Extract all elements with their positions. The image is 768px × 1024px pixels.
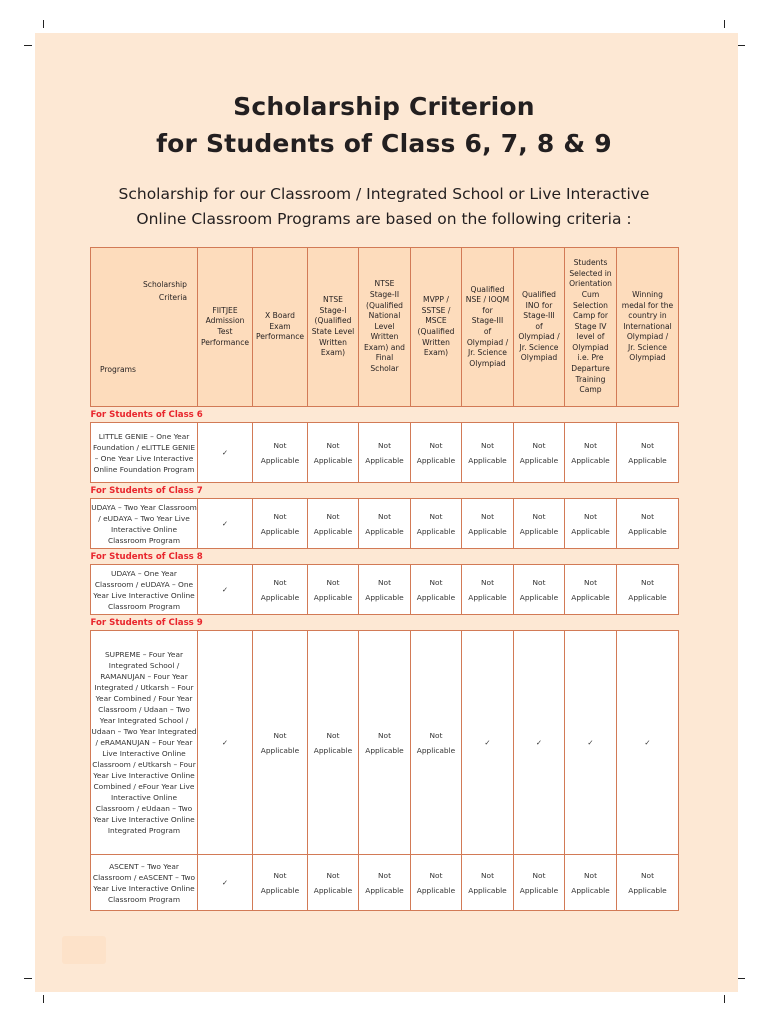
not-applicable-text: Not Applicable [365,730,404,755]
table-row [91,565,679,615]
not-applicable-cell [308,855,359,911]
crop-mark [24,45,32,46]
not-applicable-text: Not Applicable [468,577,507,602]
not-applicable-cell [411,499,462,549]
not-applicable-cell [253,855,308,911]
scholarship-table [90,247,679,911]
check-mark-cell: ✓ [198,423,253,483]
page-title: Scholarship Criterion [233,92,535,121]
not-applicable-text: Not Applicable [313,870,353,895]
not-applicable-text: Not Applicable [416,511,456,536]
column-header: Qualified NSE / IOQM for Stage-III of Olympiad / Jr. Science Olympiad [462,248,514,407]
not-applicable-cell [411,423,462,483]
not-applicable-cell [253,423,308,483]
section-heading: For Students of Class 7 [91,483,679,499]
faint-mark [62,936,106,964]
section-heading: For Students of Class 6 [91,407,679,423]
not-applicable-text: Not Applicable [519,511,559,536]
column-header: Qualified INO for Stage-III of Olympiad / Jr. Science Olympiad [514,248,565,407]
column-header: FIITJEE Admission Test Performance [198,248,253,407]
not-applicable-text: Not Applicable [260,577,300,602]
not-applicable-cell [359,423,411,483]
check-mark-cell: ✓ [514,631,565,855]
column-header: Students Selected in Orientation Cum Selection Camp for Stage IV level of Olympiad i.e. Pre Departure Training Camp [565,248,617,407]
section-heading: For Students of Class 9 [91,615,679,631]
not-applicable-cell [565,855,617,911]
not-applicable-cell [462,855,514,911]
column-header: MVPP / SSTSE / MSCE (Qualified Written Exam) [411,248,462,407]
criteria-label: Scholarship Criteria [142,280,187,302]
not-applicable-text: Not Applicable [571,511,610,536]
not-applicable-cell [462,499,514,549]
not-applicable-text: Not Applicable [365,511,404,536]
not-applicable-text: Not Applicable [365,870,404,895]
not-applicable-text: Not Applicable [365,577,404,602]
table-row [91,499,679,549]
not-applicable-text: Not Applicable [260,730,300,755]
table-row [91,855,679,911]
not-applicable-text: Not Applicable [416,577,456,602]
column-header: X Board Exam Performance [253,248,308,407]
not-applicable-cell [462,565,514,615]
not-applicable-cell [253,499,308,549]
crop-mark [724,995,725,1003]
program-cell: UDAYA – One Year Classroom / eUDAYA – One Year Live Interactive Online Classroom Program [91,565,198,615]
not-applicable-text: Not Applicable [365,440,404,465]
not-applicable-cell [514,565,565,615]
not-applicable-cell [565,565,617,615]
not-applicable-text: Not Applicable [416,870,456,895]
not-applicable-text: Not Applicable [519,577,559,602]
crop-mark [43,20,44,28]
not-applicable-text: Not Applicable [313,511,353,536]
section-heading: For Students of Class 8 [91,549,679,565]
not-applicable-cell [411,855,462,911]
not-applicable-cell [308,631,359,855]
page-subtitle: Scholarship for our Classroom / Integrated School or Live Interactive [118,185,650,203]
not-applicable-text: Not Applicable [260,870,300,895]
programs-label: Programs [100,365,136,375]
not-applicable-cell [462,423,514,483]
not-applicable-text: Not Applicable [313,440,353,465]
crop-mark [24,978,32,979]
not-applicable-text: Not Applicable [313,730,353,755]
section-heading-row [91,549,679,565]
not-applicable-cell [565,499,617,549]
table-row [91,631,679,855]
section-heading-row [91,407,679,423]
not-applicable-cell [308,499,359,549]
table-body [91,407,679,911]
program-cell: LITTLE GENIE – One Year Foundation / eLITTLE GENIE – One Year Live Interactive Online Foundation Program [91,423,198,483]
program-cell: ASCENT – Two Year Classroom / eASCENT – Two Year Live Interactive Online Classroom Program [91,855,198,911]
crop-mark [737,45,745,46]
not-applicable-text: Not Applicable [571,870,610,895]
crop-mark [737,978,745,979]
not-applicable-text: Not Applicable [468,440,507,465]
header-row [91,248,679,407]
not-applicable-text: Not Applicable [468,870,507,895]
crop-mark [724,20,725,28]
not-applicable-cell [565,423,617,483]
check-mark-cell: ✓ [617,631,679,855]
not-applicable-cell [359,855,411,911]
not-applicable-text: Not Applicable [628,870,667,895]
check-mark-cell: ✓ [198,565,253,615]
check-mark-cell: ✓ [198,855,253,911]
not-applicable-cell [253,631,308,855]
check-mark-cell: ✓ [462,631,514,855]
not-applicable-cell [514,499,565,549]
not-applicable-text: Not Applicable [260,511,300,536]
not-applicable-cell [359,631,411,855]
table-row [91,423,679,483]
not-applicable-cell [617,855,679,911]
check-mark-cell: ✓ [198,631,253,855]
not-applicable-cell [359,565,411,615]
not-applicable-text: Not Applicable [416,440,456,465]
not-applicable-text: Not Applicable [519,440,559,465]
not-applicable-text: Not Applicable [468,511,507,536]
not-applicable-text: Not Applicable [260,440,300,465]
not-applicable-cell [359,499,411,549]
not-applicable-cell [308,423,359,483]
not-applicable-text: Not Applicable [571,440,610,465]
not-applicable-cell [308,565,359,615]
not-applicable-cell [514,855,565,911]
section-heading-row [91,615,679,631]
not-applicable-cell [617,499,679,549]
not-applicable-cell [514,423,565,483]
check-mark-cell: ✓ [565,631,617,855]
column-header: NTSE Stage-I (Qualified State Level Written Exam) [308,248,359,407]
crop-mark [43,995,44,1003]
not-applicable-text: Not Applicable [519,870,559,895]
page-title-line2: for Students of Class 6, 7, 8 & 9 [156,129,612,158]
not-applicable-text: Not Applicable [628,577,667,602]
not-applicable-cell [411,565,462,615]
not-applicable-text: Not Applicable [628,440,667,465]
column-header: NTSE Stage-II (Qualified National Level Written Exam) and Final Scholar [359,248,411,407]
program-cell: UDAYA – Two Year Classroom / eUDAYA – Two Year Live Interactive Online Classroom Program [91,499,198,549]
not-applicable-cell [411,631,462,855]
section-heading-row [91,483,679,499]
not-applicable-cell [617,423,679,483]
page-subtitle-line2: Online Classroom Programs are based on the following criteria : [136,210,632,228]
corner-header-cell [91,248,198,407]
not-applicable-cell [617,565,679,615]
not-applicable-text: Not Applicable [628,511,667,536]
not-applicable-text: Not Applicable [416,730,456,755]
program-cell: SUPREME – Four Year Integrated School / RAMANUJAN – Four Year Integrated / Utkarsh – Four Year Combined / Four Year Classroom / Udaan – Two Year Integrated School / Udaan – Two Year Integrated / eRAMANUJAN – Four Year Live Interactive Online Classroom / eUtkarsh – Four Year Live Interactive Online Combined / eFour Year Live Interactive Online Classroom / eUdaan – Two Year Live Interactive Online Integrated Program [91,631,198,855]
column-header: Winning medal for the country in International Olympiad / Jr. Science Olympiad [617,248,679,407]
not-applicable-cell [253,565,308,615]
check-mark-cell: ✓ [198,499,253,549]
not-applicable-text: Not Applicable [313,577,353,602]
not-applicable-text: Not Applicable [571,577,610,602]
